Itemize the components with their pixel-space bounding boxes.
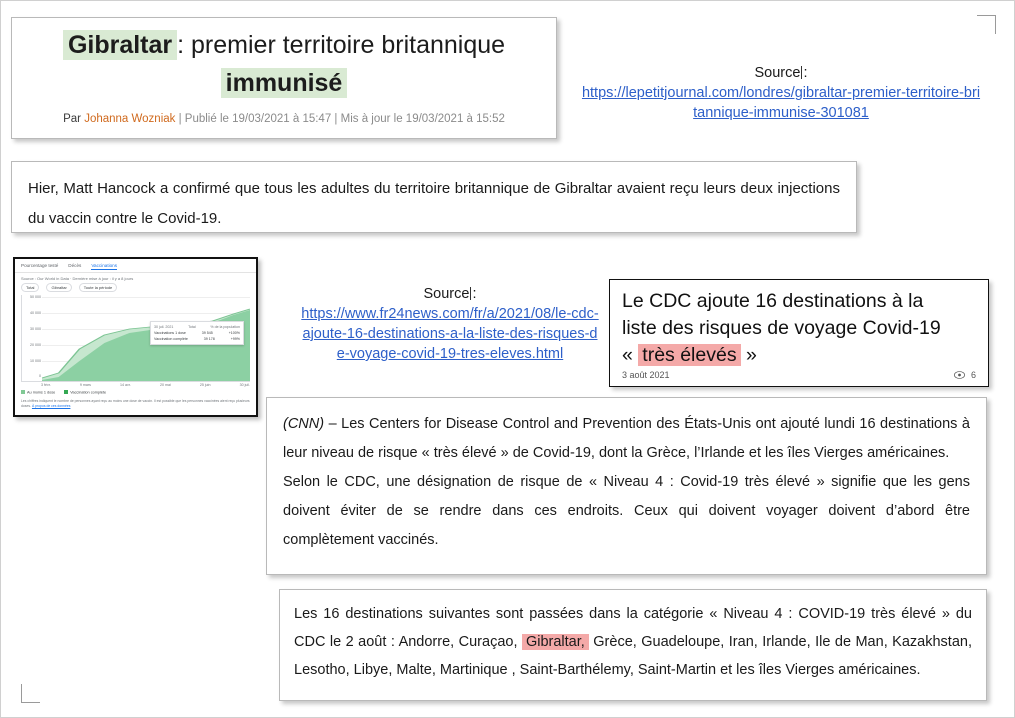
highlight-gibraltar-2: Gibraltar, <box>522 634 589 650</box>
source-label-1: Source <box>754 65 801 81</box>
box-hancock-paragraph <box>11 161 857 233</box>
chart-footnote-text: Les chiffres indiquent le nombre de personnes ayant reçu au moins une dose de vaccin. Il est possible que les personnes vaccinées aient reçu plusieurs doses. <box>21 398 250 408</box>
destinations-text-after: Grèce, Guadeloupe, Iran, Irlande, Ile de Man, Kazakhstan, Lesotho, Libye, Malte, Martinique , Saint-Barthélemy, Saint-Martin et les îles Vierges américaines. <box>294 634 972 678</box>
chart-tab-vaccinations[interactable]: Vaccinations <box>91 263 118 268</box>
tooltip-row-2 <box>154 336 240 342</box>
xtick-2: 14 avr. <box>120 383 131 387</box>
byline-author: Johanna Wozniak <box>84 113 176 125</box>
chart-tab-deaths[interactable]: Décès <box>68 263 82 268</box>
cnn-paragraph-2: Selon le CDC, une désignation de risque de « Niveau 4 : Covid-19 très élevé » signifie que les gens doivent éviter de se rendre dans ces endroits. Ceux qui doivent voyager doivent d’abord être complètement vaccinés. <box>283 474 970 548</box>
source-link-2[interactable]: https://www.fr24news.com/fr/a/2021/08/le-cdc-ajoute-16-destinations-a-la-liste-des-risques-de-voyage-covid-19-tres-eleves.html <box>301 306 599 362</box>
destinations-text <box>294 600 972 684</box>
ytick-40000: 40 000 <box>30 311 41 315</box>
cdc-views-count: 6 <box>970 370 976 380</box>
source-block-1 <box>581 65 981 123</box>
clip-cdc-headline <box>609 279 989 387</box>
highlight-immunise: immunisé <box>221 68 348 98</box>
highlight-gibraltar: Gibraltar <box>63 30 177 60</box>
gibraltar-byline <box>28 113 540 125</box>
source-block-2 <box>301 286 599 364</box>
tooltip-header-right2: % de la population <box>210 325 240 329</box>
cnn-source-tag: (CNN) <box>283 416 325 432</box>
cdc-headline <box>622 288 976 369</box>
tooltip-row-2-label: Vaccination complète <box>154 337 188 341</box>
clip-vaccination-chart <box>13 257 258 417</box>
xtick-3: 20 mai <box>159 383 171 387</box>
xtick-5: 30 juil. <box>239 383 250 387</box>
cnn-paragraph-1-text: – Les Centers for Disease Control and Prevention des États-Unis ont ajouté lundi 16 destinations à leur niveau de risque « très élevé » de Covid-19, dont la Grèce, l’Irlande et les îles Vierges américaines. <box>283 416 970 461</box>
cnn-paragraph-1 <box>283 410 970 468</box>
source-colon-1: : <box>803 65 808 81</box>
gibraltar-headline <box>28 28 540 100</box>
chart-tabs <box>15 259 256 273</box>
chart-source-note: Source : Our World in Data · Dernière mise à jour : il y a 8 jours <box>21 276 134 281</box>
ytick-30000: 30 000 <box>30 327 41 331</box>
chart-filter-total[interactable]: Total <box>21 283 39 292</box>
tooltip-row-2-pct: +99% <box>230 337 240 341</box>
tooltip-row-1-value: 39 545 <box>201 331 213 335</box>
clip-gibraltar-headline <box>11 17 557 139</box>
tooltip-header-right: Total <box>188 325 196 329</box>
chart-tooltip <box>150 321 244 345</box>
cdc-title-line1: Le CDC ajoute 16 destinations à la <box>622 290 924 312</box>
xtick-0: 3 févr. <box>41 383 51 387</box>
chart-footnote-link[interactable]: À propos de ces données <box>31 404 71 408</box>
chart-filters <box>15 281 256 294</box>
source-link-1[interactable]: https://lepetitjournal.com/londres/gibraltar-premier-territoire-britannique-immunise-301081 <box>581 85 981 121</box>
xtick-1: 9 mars <box>79 383 91 387</box>
headline-rest: : premier territoire britannique <box>177 31 506 59</box>
cdc-date: 3 août 2021 <box>622 370 670 380</box>
cdc-views <box>954 370 976 380</box>
ytick-20000: 20 000 <box>30 343 41 347</box>
chart-footnote <box>15 395 256 410</box>
cdc-footer <box>622 370 976 380</box>
legend-item-one-dose <box>21 390 55 395</box>
byline-prefix: Par <box>63 113 81 125</box>
tooltip-row-1-label: Vaccinations 1 dose <box>154 331 186 335</box>
chart-legend <box>15 387 256 395</box>
chart-plot <box>21 295 250 382</box>
cdc-quote-close: » <box>746 344 757 366</box>
tooltip-row-1-pct: +100% <box>228 331 240 335</box>
crop-mark-bottom-left <box>21 684 40 703</box>
ytick-50000: 50 000 <box>30 295 41 299</box>
ytick-0: 0 <box>39 374 41 378</box>
byline-published: | Publié le 19/03/2021 à 15:47 | <box>178 113 338 125</box>
cdc-title-line2: liste des risques de voyage Covid-19 <box>622 317 941 339</box>
legend-label-full: Vaccination complète <box>70 390 107 395</box>
tooltip-date: 30 juil. 2021 <box>154 325 174 329</box>
chart-y-axis <box>22 295 42 381</box>
legend-swatch-full <box>64 390 68 394</box>
xtick-4: 25 juin <box>199 383 211 387</box>
chart-tab-tested[interactable]: Pourcentage testé <box>21 263 59 268</box>
legend-item-full <box>64 390 106 395</box>
chart-filter-period[interactable]: Toute la période <box>79 283 117 292</box>
crop-mark-top-right <box>977 15 996 34</box>
legend-label-one-dose: Au moins 1 dose <box>27 390 56 395</box>
box-destinations-list <box>279 589 987 701</box>
source-colon-2: : <box>472 286 477 302</box>
legend-swatch-one-dose <box>21 390 25 394</box>
tooltip-row-2-value: 39 178 <box>203 337 215 341</box>
chart-filter-region[interactable]: Gibraltar <box>46 283 71 292</box>
cdc-quote-open: « <box>622 344 633 366</box>
eye-icon <box>954 371 965 379</box>
byline-updated: Mis à jour le 19/03/2021 à 15:52 <box>340 113 505 125</box>
source-label-2: Source <box>423 286 470 302</box>
destinations-text-before: Les 16 destinations suivantes sont passées dans la catégorie « Niveau 4 : COVID-19 très élevé » du CDC le 2 août : Andorre, Curaçao, <box>294 606 972 650</box>
highlight-tres-eleves: très élevés <box>638 344 740 366</box>
hancock-text: Hier, Matt Hancock a confirmé que tous les adultes du territoire britannique de Gibraltar avaient reçu leurs deux injections du vaccin contre le Covid-19. <box>28 180 840 227</box>
box-cnn-article <box>266 397 987 575</box>
ytick-10000: 10 000 <box>30 359 41 363</box>
